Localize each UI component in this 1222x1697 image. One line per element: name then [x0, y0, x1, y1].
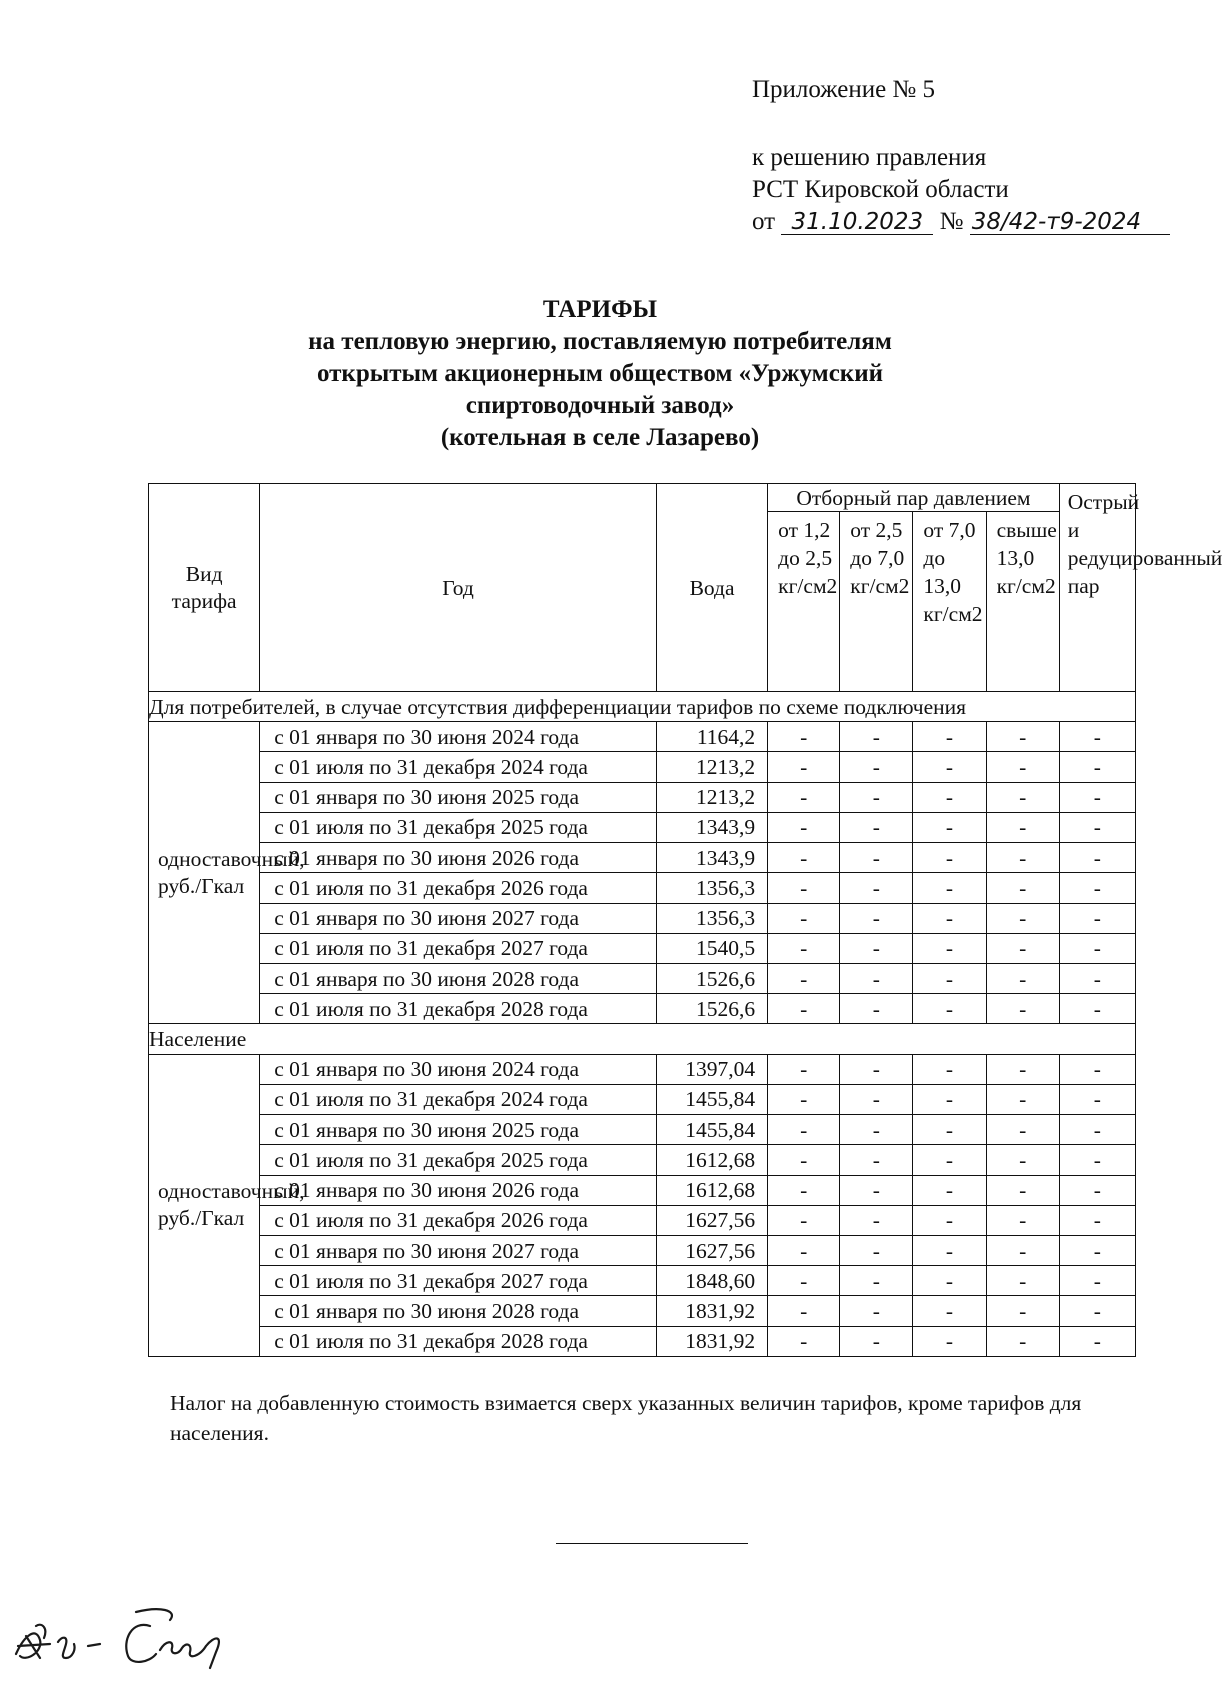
- date-prefix: от: [752, 208, 776, 235]
- table-row: [149, 843, 1136, 873]
- table-row: [149, 1145, 1136, 1175]
- period-cell: с 01 июля по 31 декабря 2025 года: [260, 1145, 657, 1175]
- period-cell: с 01 июля по 31 декабря 2025 года: [260, 812, 657, 842]
- water-tariff-cell: 1343,9: [656, 812, 767, 842]
- table-row: [149, 1326, 1136, 1356]
- title-main: ТАРИФЫ: [542, 296, 658, 323]
- table-row: [149, 1235, 1136, 1265]
- empty-tariff-cell: -: [986, 994, 1059, 1024]
- empty-tariff-cell: -: [986, 1266, 1059, 1296]
- period-cell: с 01 января по 30 июня 2025 года: [260, 782, 657, 812]
- water-tariff-cell: 1213,2: [656, 752, 767, 782]
- empty-tariff-cell: -: [913, 994, 986, 1024]
- empty-tariff-cell: -: [913, 1145, 986, 1175]
- header-water: Вода: [656, 484, 767, 692]
- empty-tariff-cell: -: [1059, 812, 1135, 842]
- empty-tariff-cell: -: [986, 1205, 1059, 1235]
- table-row: [149, 994, 1136, 1024]
- empty-tariff-cell: -: [840, 1145, 913, 1175]
- empty-tariff-cell: -: [768, 933, 840, 963]
- empty-tariff-cell: -: [768, 843, 840, 873]
- header-steam-group: Отборный пар давлением: [768, 484, 1060, 512]
- empty-tariff-cell: -: [840, 782, 913, 812]
- empty-tariff-cell: -: [1059, 933, 1135, 963]
- empty-tariff-cell: -: [768, 782, 840, 812]
- empty-tariff-cell: -: [840, 1084, 913, 1114]
- empty-tariff-cell: -: [913, 1205, 986, 1235]
- empty-tariff-cell: -: [840, 1205, 913, 1235]
- header-steam-col: от 1,2 до 2,5 кг/см2: [768, 512, 840, 692]
- table-row: [149, 933, 1136, 963]
- section-title-row: [149, 692, 1136, 722]
- empty-tariff-cell: -: [768, 994, 840, 1024]
- water-tariff-cell: 1627,56: [656, 1205, 767, 1235]
- empty-tariff-cell: -: [913, 1115, 986, 1145]
- table-row: [149, 1205, 1136, 1235]
- number-prefix: №: [939, 208, 964, 235]
- period-cell: с 01 июля по 31 декабря 2026 года: [260, 873, 657, 903]
- water-tariff-cell: 1831,92: [656, 1326, 767, 1356]
- empty-tariff-cell: -: [1059, 843, 1135, 873]
- period-cell: с 01 июля по 31 декабря 2027 года: [260, 933, 657, 963]
- empty-tariff-cell: -: [986, 1054, 1059, 1084]
- water-tariff-cell: 1526,6: [656, 963, 767, 993]
- empty-tariff-cell: -: [1059, 963, 1135, 993]
- empty-tariff-cell: -: [986, 1235, 1059, 1265]
- document-title: [0, 294, 1200, 454]
- section-title-row: [149, 1024, 1136, 1054]
- empty-tariff-cell: -: [913, 752, 986, 782]
- empty-tariff-cell: -: [913, 1175, 986, 1205]
- empty-tariff-cell: -: [913, 903, 986, 933]
- empty-tariff-cell: -: [768, 1235, 840, 1265]
- empty-tariff-cell: -: [840, 843, 913, 873]
- period-cell: с 01 июля по 31 декабря 2028 года: [260, 1326, 657, 1356]
- empty-tariff-cell: -: [840, 1296, 913, 1326]
- empty-tariff-cell: -: [1059, 1235, 1135, 1265]
- section-title: Население: [149, 1024, 1136, 1054]
- title-line: открытым акционерным обществом «Уржумский: [316, 360, 884, 387]
- empty-tariff-cell: -: [913, 722, 986, 752]
- title-line: (котельная в селе Лазарево): [440, 424, 760, 451]
- water-tariff-cell: 1831,92: [656, 1296, 767, 1326]
- empty-tariff-cell: -: [1059, 752, 1135, 782]
- period-cell: с 01 июля по 31 декабря 2028 года: [260, 994, 657, 1024]
- period-cell: с 01 июля по 31 декабря 2024 года: [260, 752, 657, 782]
- header-year: Год: [260, 484, 657, 692]
- empty-tariff-cell: -: [913, 1296, 986, 1326]
- period-cell: с 01 июля по 31 декабря 2024 года: [260, 1084, 657, 1114]
- empty-tariff-cell: -: [913, 1266, 986, 1296]
- decision-reference: [752, 142, 1170, 238]
- empty-tariff-cell: -: [840, 1115, 913, 1145]
- empty-tariff-cell: -: [768, 1175, 840, 1205]
- empty-tariff-cell: -: [986, 1296, 1059, 1326]
- empty-tariff-cell: -: [840, 1266, 913, 1296]
- title-line: на тепловую энергию, поставляемую потребителям: [308, 328, 892, 355]
- empty-tariff-cell: -: [1059, 1145, 1135, 1175]
- empty-tariff-cell: -: [768, 1054, 840, 1084]
- table-row: [149, 782, 1136, 812]
- period-cell: с 01 июля по 31 декабря 2026 года: [260, 1205, 657, 1235]
- period-cell: с 01 июля по 31 декабря 2027 года: [260, 1266, 657, 1296]
- table-row: [149, 1296, 1136, 1326]
- empty-tariff-cell: -: [840, 994, 913, 1024]
- empty-tariff-cell: -: [913, 1326, 986, 1356]
- period-cell: с 01 января по 30 июня 2028 года: [260, 963, 657, 993]
- handwritten-date: 31.10.2023: [781, 210, 933, 235]
- empty-tariff-cell: -: [1059, 1296, 1135, 1326]
- empty-tariff-cell: -: [768, 1145, 840, 1175]
- table-row: [149, 1175, 1136, 1205]
- empty-tariff-cell: -: [1059, 873, 1135, 903]
- water-tariff-cell: 1627,56: [656, 1235, 767, 1265]
- empty-tariff-cell: -: [840, 1054, 913, 1084]
- empty-tariff-cell: -: [1059, 722, 1135, 752]
- table-row: [149, 722, 1136, 752]
- empty-tariff-cell: -: [986, 722, 1059, 752]
- header-kind: Вид тарифа: [149, 484, 260, 692]
- empty-tariff-cell: -: [840, 722, 913, 752]
- empty-tariff-cell: -: [913, 1084, 986, 1114]
- water-tariff-cell: 1213,2: [656, 782, 767, 812]
- water-tariff-cell: 1455,84: [656, 1115, 767, 1145]
- tariff-table: [148, 483, 1222, 1357]
- empty-tariff-cell: -: [913, 873, 986, 903]
- period-cell: с 01 января по 30 июня 2028 года: [260, 1296, 657, 1326]
- empty-tariff-cell: -: [840, 752, 913, 782]
- handwritten-number: 38/42-т9-2024: [970, 210, 1170, 235]
- empty-tariff-cell: -: [986, 752, 1059, 782]
- empty-tariff-cell: -: [986, 1326, 1059, 1356]
- empty-tariff-cell: -: [986, 1175, 1059, 1205]
- period-cell: с 01 января по 30 июня 2024 года: [260, 1054, 657, 1084]
- appendix-label: Приложение № 5: [752, 76, 936, 103]
- empty-tariff-cell: -: [986, 933, 1059, 963]
- water-tariff-cell: 1848,60: [656, 1266, 767, 1296]
- water-tariff-cell: 1397,04: [656, 1054, 767, 1084]
- water-tariff-cell: 1612,68: [656, 1145, 767, 1175]
- empty-tariff-cell: -: [768, 1326, 840, 1356]
- empty-tariff-cell: -: [1059, 1054, 1135, 1084]
- empty-tariff-cell: -: [840, 1175, 913, 1205]
- period-cell: с 01 января по 30 июня 2027 года: [260, 1235, 657, 1265]
- empty-tariff-cell: -: [768, 1266, 840, 1296]
- empty-tariff-cell: -: [1059, 1115, 1135, 1145]
- empty-tariff-cell: -: [913, 812, 986, 842]
- water-tariff-cell: 1343,9: [656, 843, 767, 873]
- water-tariff-cell: 1612,68: [656, 1175, 767, 1205]
- header-steam-col: от 7,0 до 13,0 кг/см2: [913, 512, 986, 692]
- empty-tariff-cell: -: [913, 963, 986, 993]
- empty-tariff-cell: -: [768, 752, 840, 782]
- decision-line: РСТ Кировской области: [752, 176, 1009, 203]
- table-row: [149, 1084, 1136, 1114]
- title-line: спиртоводочный завод»: [465, 392, 735, 419]
- empty-tariff-cell: -: [1059, 903, 1135, 933]
- period-cell: с 01 января по 30 июня 2024 года: [260, 722, 657, 752]
- header-steam-col: от 2,5 до 7,0 кг/см2: [840, 512, 913, 692]
- table-row: [149, 812, 1136, 842]
- empty-tariff-cell: -: [840, 1326, 913, 1356]
- table-row: [149, 963, 1136, 993]
- vat-note: Налог на добавленную стоимость взимается сверх указанных величин тарифов, кроме тарифов для населения.: [170, 1391, 1082, 1445]
- empty-tariff-cell: -: [986, 903, 1059, 933]
- empty-tariff-cell: -: [768, 963, 840, 993]
- empty-tariff-cell: -: [840, 903, 913, 933]
- empty-tariff-cell: -: [913, 1235, 986, 1265]
- empty-tariff-cell: -: [768, 812, 840, 842]
- empty-tariff-cell: -: [1059, 1205, 1135, 1235]
- empty-tariff-cell: -: [840, 812, 913, 842]
- empty-tariff-cell: -: [986, 1115, 1059, 1145]
- table-row: [149, 903, 1136, 933]
- empty-tariff-cell: -: [840, 873, 913, 903]
- empty-tariff-cell: -: [768, 873, 840, 903]
- water-tariff-cell: 1526,6: [656, 994, 767, 1024]
- table-row: [149, 1054, 1136, 1084]
- empty-tariff-cell: -: [768, 1115, 840, 1145]
- empty-tariff-cell: -: [913, 1054, 986, 1084]
- empty-tariff-cell: -: [986, 963, 1059, 993]
- empty-tariff-cell: -: [986, 873, 1059, 903]
- empty-tariff-cell: -: [986, 843, 1059, 873]
- period-cell: с 01 января по 30 июня 2025 года: [260, 1115, 657, 1145]
- empty-tariff-cell: -: [1059, 1175, 1135, 1205]
- empty-tariff-cell: -: [913, 933, 986, 963]
- empty-tariff-cell: -: [768, 903, 840, 933]
- tariff-kind: одноставочный, руб./Гкал: [149, 722, 260, 1024]
- period-cell: с 01 января по 30 июня 2027 года: [260, 903, 657, 933]
- empty-tariff-cell: -: [768, 1205, 840, 1235]
- table-row: [149, 752, 1136, 782]
- empty-tariff-cell: -: [1059, 782, 1135, 812]
- period-cell: с 01 января по 30 июня 2026 года: [260, 1175, 657, 1205]
- empty-tariff-cell: -: [1059, 1084, 1135, 1114]
- empty-tariff-cell: -: [986, 1084, 1059, 1114]
- empty-tariff-cell: -: [1059, 1266, 1135, 1296]
- water-tariff-cell: 1356,3: [656, 903, 767, 933]
- closing-rule: [556, 1543, 748, 1544]
- header-steam-col: свыше 13,0 кг/см2: [986, 512, 1059, 692]
- water-tariff-cell: 1164,2: [656, 722, 767, 752]
- header-sharp-steam: Острый и редуцированный пар: [1059, 484, 1135, 692]
- empty-tariff-cell: -: [1059, 994, 1135, 1024]
- table-row: [149, 1115, 1136, 1145]
- empty-tariff-cell: -: [768, 1296, 840, 1326]
- decision-line: к решению правления: [752, 144, 987, 171]
- water-tariff-cell: 1455,84: [656, 1084, 767, 1114]
- table-row: [149, 1266, 1136, 1296]
- empty-tariff-cell: -: [986, 1145, 1059, 1175]
- water-tariff-cell: 1540,5: [656, 933, 767, 963]
- empty-tariff-cell: -: [840, 1235, 913, 1265]
- empty-tariff-cell: -: [840, 963, 913, 993]
- empty-tariff-cell: -: [1059, 1326, 1135, 1356]
- tariff-kind: одноставочный, руб./Гкал: [149, 1054, 260, 1356]
- empty-tariff-cell: -: [986, 782, 1059, 812]
- empty-tariff-cell: -: [986, 812, 1059, 842]
- period-cell: с 01 января по 30 июня 2026 года: [260, 843, 657, 873]
- empty-tariff-cell: -: [913, 843, 986, 873]
- empty-tariff-cell: -: [768, 722, 840, 752]
- section-title: Для потребителей, в случае отсутствия дифференциации тарифов по схеме подключения: [149, 692, 1136, 722]
- empty-tariff-cell: -: [913, 782, 986, 812]
- water-tariff-cell: 1356,3: [656, 873, 767, 903]
- table-row: [149, 873, 1136, 903]
- decision-date-line: [752, 206, 1170, 238]
- handwritten-signature: [10, 1596, 340, 1676]
- empty-tariff-cell: -: [840, 933, 913, 963]
- empty-tariff-cell: -: [768, 1084, 840, 1114]
